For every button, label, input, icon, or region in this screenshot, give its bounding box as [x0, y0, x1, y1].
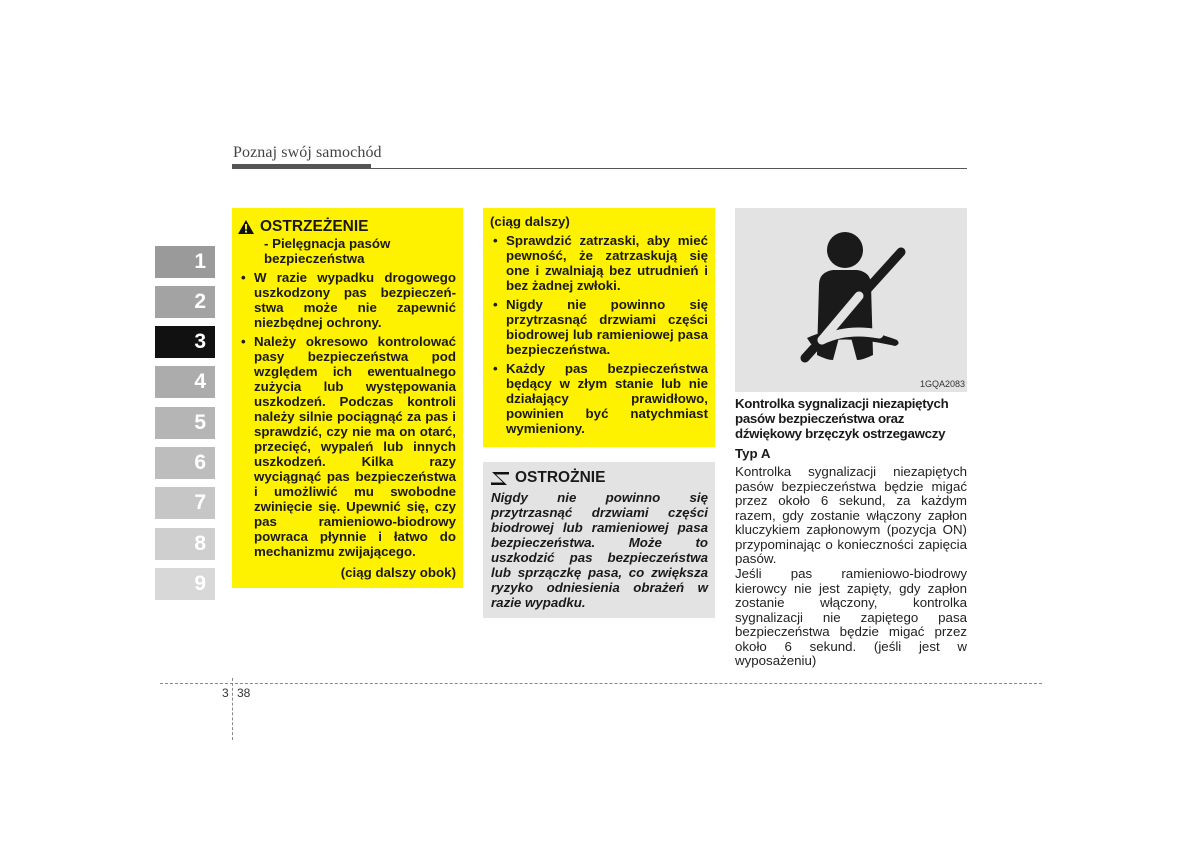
chapter-tab-5[interactable]: 5	[155, 407, 215, 439]
warning-bullet: • Należy okresowo kontrolować pasy bezpieczeństwa pod względem ich ewentualnego zużycia lub występowania uszkodzeń. Podczas kontroli należy silnie pociągnąć za pas i sprawdzić, czy nie ma on otarć, przecięć, wypaleń lub innych uszkodzeń. Kilka razy wyciągnąć pas bezpieczeństwa i umożliwić mu swobodne zwinięcie się. Upewnić się, czy pas ramieniowo-biodrowy powraca płynnie i łatwo do mechanizmu zwijającego.	[238, 334, 456, 559]
caution-body: Nigdy nie powinno się przytrzasnąć drzwiami części biodrowej lub ramieniowej pasa bezpieczeństwa. Może to uszkodzić pas bezpieczeństwa lub sprzączkę pasa, co zwiększa ryzyko odniesienia obrażeń w razie wypadku.	[491, 490, 708, 610]
chapter-tab-4[interactable]: 4	[155, 366, 215, 398]
page-chapter-number: 3	[222, 686, 229, 700]
warning-triangle-icon	[238, 220, 254, 234]
figure-code: 1GQA2083	[919, 379, 965, 389]
caution-panel	[483, 462, 715, 618]
warning-bullet: • W razie wypadku drogowego uszkodzony pas bezpieczeń-stwa może nie zapewnić niezbędnej ochrony.	[238, 270, 456, 330]
warning-continued-bullet-list	[490, 233, 708, 436]
seatbelt-warning-icon	[797, 230, 917, 375]
footer-divider	[232, 678, 233, 740]
warning-bullet: • Sprawdzić zatrzaski, aby mieć pewność, że zatrzaskują się one i zwalniają bez utrudnień i bez żadnej zwłoki.	[490, 233, 708, 293]
footer-rule	[160, 683, 1042, 684]
type-label: Typ A	[735, 446, 771, 461]
caution-stripes-icon	[491, 472, 509, 485]
chapter-tab-2[interactable]: 2	[155, 286, 215, 318]
warning-bullet-list	[238, 270, 456, 559]
page-number: 38	[237, 686, 251, 700]
chapter-tab-9[interactable]: 9	[155, 568, 215, 600]
caution-title: OSTROŻNIE	[515, 469, 606, 486]
chapter-tab-1[interactable]: 1	[155, 246, 215, 278]
header-rule-thin	[371, 168, 967, 169]
warning-bullet: • Każdy pas bezpieczeństwa będący w złym stanie lub nie działający prawidłowo, powinien być natychmiast wymieniony.	[490, 361, 708, 436]
seatbelt-indicator-figure	[735, 208, 967, 392]
warning-title: OSTRZEŻENIE	[260, 218, 369, 235]
continued-note: (ciąg dalszy obok)	[340, 565, 456, 580]
body-paragraph: Jeśli pas ramieniowo-biodrowy kierowcy nie jest zapięty, gdy zapłon zostanie włączony, kontrolka sygnalizacji nie zapiętego pasa bezpieczeństwa będzie migać przez około 6 sekund. (jeśli jest w wyposażeniu)	[735, 566, 967, 668]
warning-heading	[238, 218, 456, 236]
warning-panel	[232, 208, 463, 588]
chapter-tab-8[interactable]: 8	[155, 528, 215, 560]
chapter-tab-3-active[interactable]: 3	[155, 326, 215, 358]
section-heading: Kontrolka sygnalizacji niezapiętych pasów bezpieczeństwa oraz dźwiękowy brzęczyk ostrzegawczy	[735, 396, 949, 441]
chapter-tab-6[interactable]: 6	[155, 447, 215, 479]
warning-bullet: • Nigdy nie powinno się przytrzasnąć drzwiami części biodrowej lub ramieniowej pasa bezpieczeństwa.	[490, 297, 708, 357]
header-rule-thick	[232, 164, 371, 169]
warning-continued-panel	[483, 208, 715, 447]
warning-subtitle: - Pielęgnacja pasów bezpieczeństwa	[264, 236, 391, 266]
continued-title: (ciąg dalszy)	[490, 214, 570, 229]
caution-heading	[491, 469, 708, 487]
running-header-title: Poznaj swój samochód	[233, 144, 382, 161]
chapter-tab-7[interactable]: 7	[155, 487, 215, 519]
body-paragraph: Kontrolka sygnalizacji niezapiętych pasów bezpieczeństwa będzie migać przez około 6 sekund, za każdym razem, gdy zostanie włączony zapłon kluczykiem zapłonowym (pozycja ON) przypominając o konieczności zapięcia pasów.	[735, 464, 967, 566]
